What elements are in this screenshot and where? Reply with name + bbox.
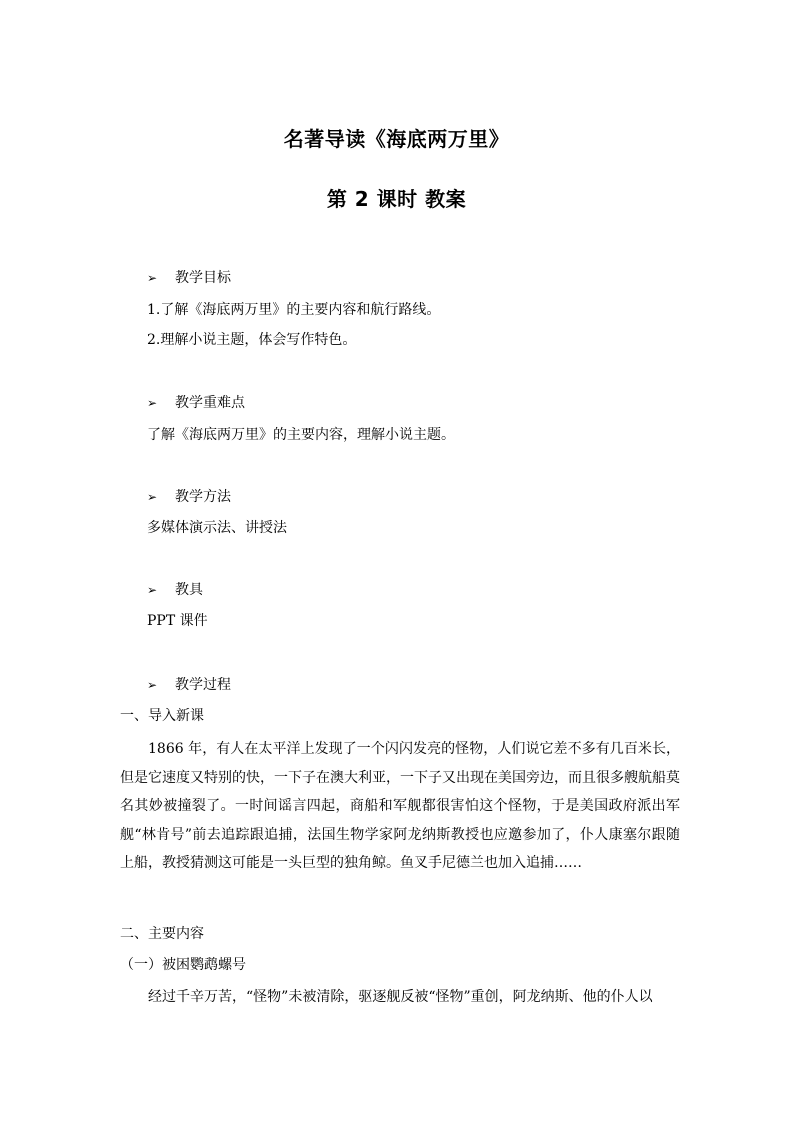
section-heading-label: 教学方法 [175, 489, 231, 505]
process-part1-paragraph: 1866 年，有人在太平洋上发现了一个闪闪发亮的怪物，人们说它差不多有几百米长，但是它速度又特别的快，一下子在澳大利亚，一下子又出现在美国旁边，而且很多艘航船莫名其妙被撞裂了。一时间谣言四起，商船和军舰都很害怕这个怪物，于是美国政府派出军舰“林肯号”前去追踪跟追捕，法国生物学家阿龙纳斯教授也应邀参加了，仆人康塞尔跟随上船，教授猜测这可能是一头巨型的独角鲸。鱼叉手尼德兰也加入追捕…… [120, 741, 680, 871]
methods-text: 多媒体演示法、讲授法 [147, 520, 287, 536]
section-heading-label: 教学目标 [175, 270, 231, 286]
process-part2-paragraph: 经过千辛万苦，“怪物”未被清除，驱逐舰反被“怪物”重创，阿龙纳斯、他的仆人以 [148, 989, 653, 1005]
section-heading-key-points [147, 393, 245, 413]
process-part1-title: 一、导入新课 [120, 708, 204, 724]
arrow-bullet-icon: ➢ [147, 490, 158, 504]
section-heading-label: 教具 [175, 582, 203, 598]
section-heading-label: 教学过程 [175, 677, 231, 693]
tools-text: PPT 课件 [147, 613, 208, 629]
document-subtitle: 第 2 课时 教案 [326, 187, 467, 211]
section-heading-tools [147, 580, 203, 600]
objective-item: 1.了解《海底两万里》的主要内容和航行路线。 [147, 302, 441, 318]
section-heading-process [147, 675, 231, 695]
process-part2-title: 二、主要内容 [120, 926, 204, 942]
arrow-bullet-icon: ➢ [147, 271, 158, 285]
arrow-bullet-icon: ➢ [147, 396, 158, 410]
key-points-text: 了解《海底两万里》的主要内容，理解小说主题。 [147, 427, 455, 443]
document-title: 名著导读《海底两万里》 [283, 127, 510, 151]
section-heading-methods [147, 487, 231, 507]
section-heading-objectives [147, 268, 231, 288]
section-heading-label: 教学重难点 [175, 395, 245, 411]
objective-item: 2.理解小说主题，体会写作特色。 [147, 332, 357, 348]
arrow-bullet-icon: ➢ [147, 583, 158, 597]
process-part2-subtitle: （一）被困鹦鹉螺号 [120, 957, 246, 973]
arrow-bullet-icon: ➢ [147, 678, 158, 692]
